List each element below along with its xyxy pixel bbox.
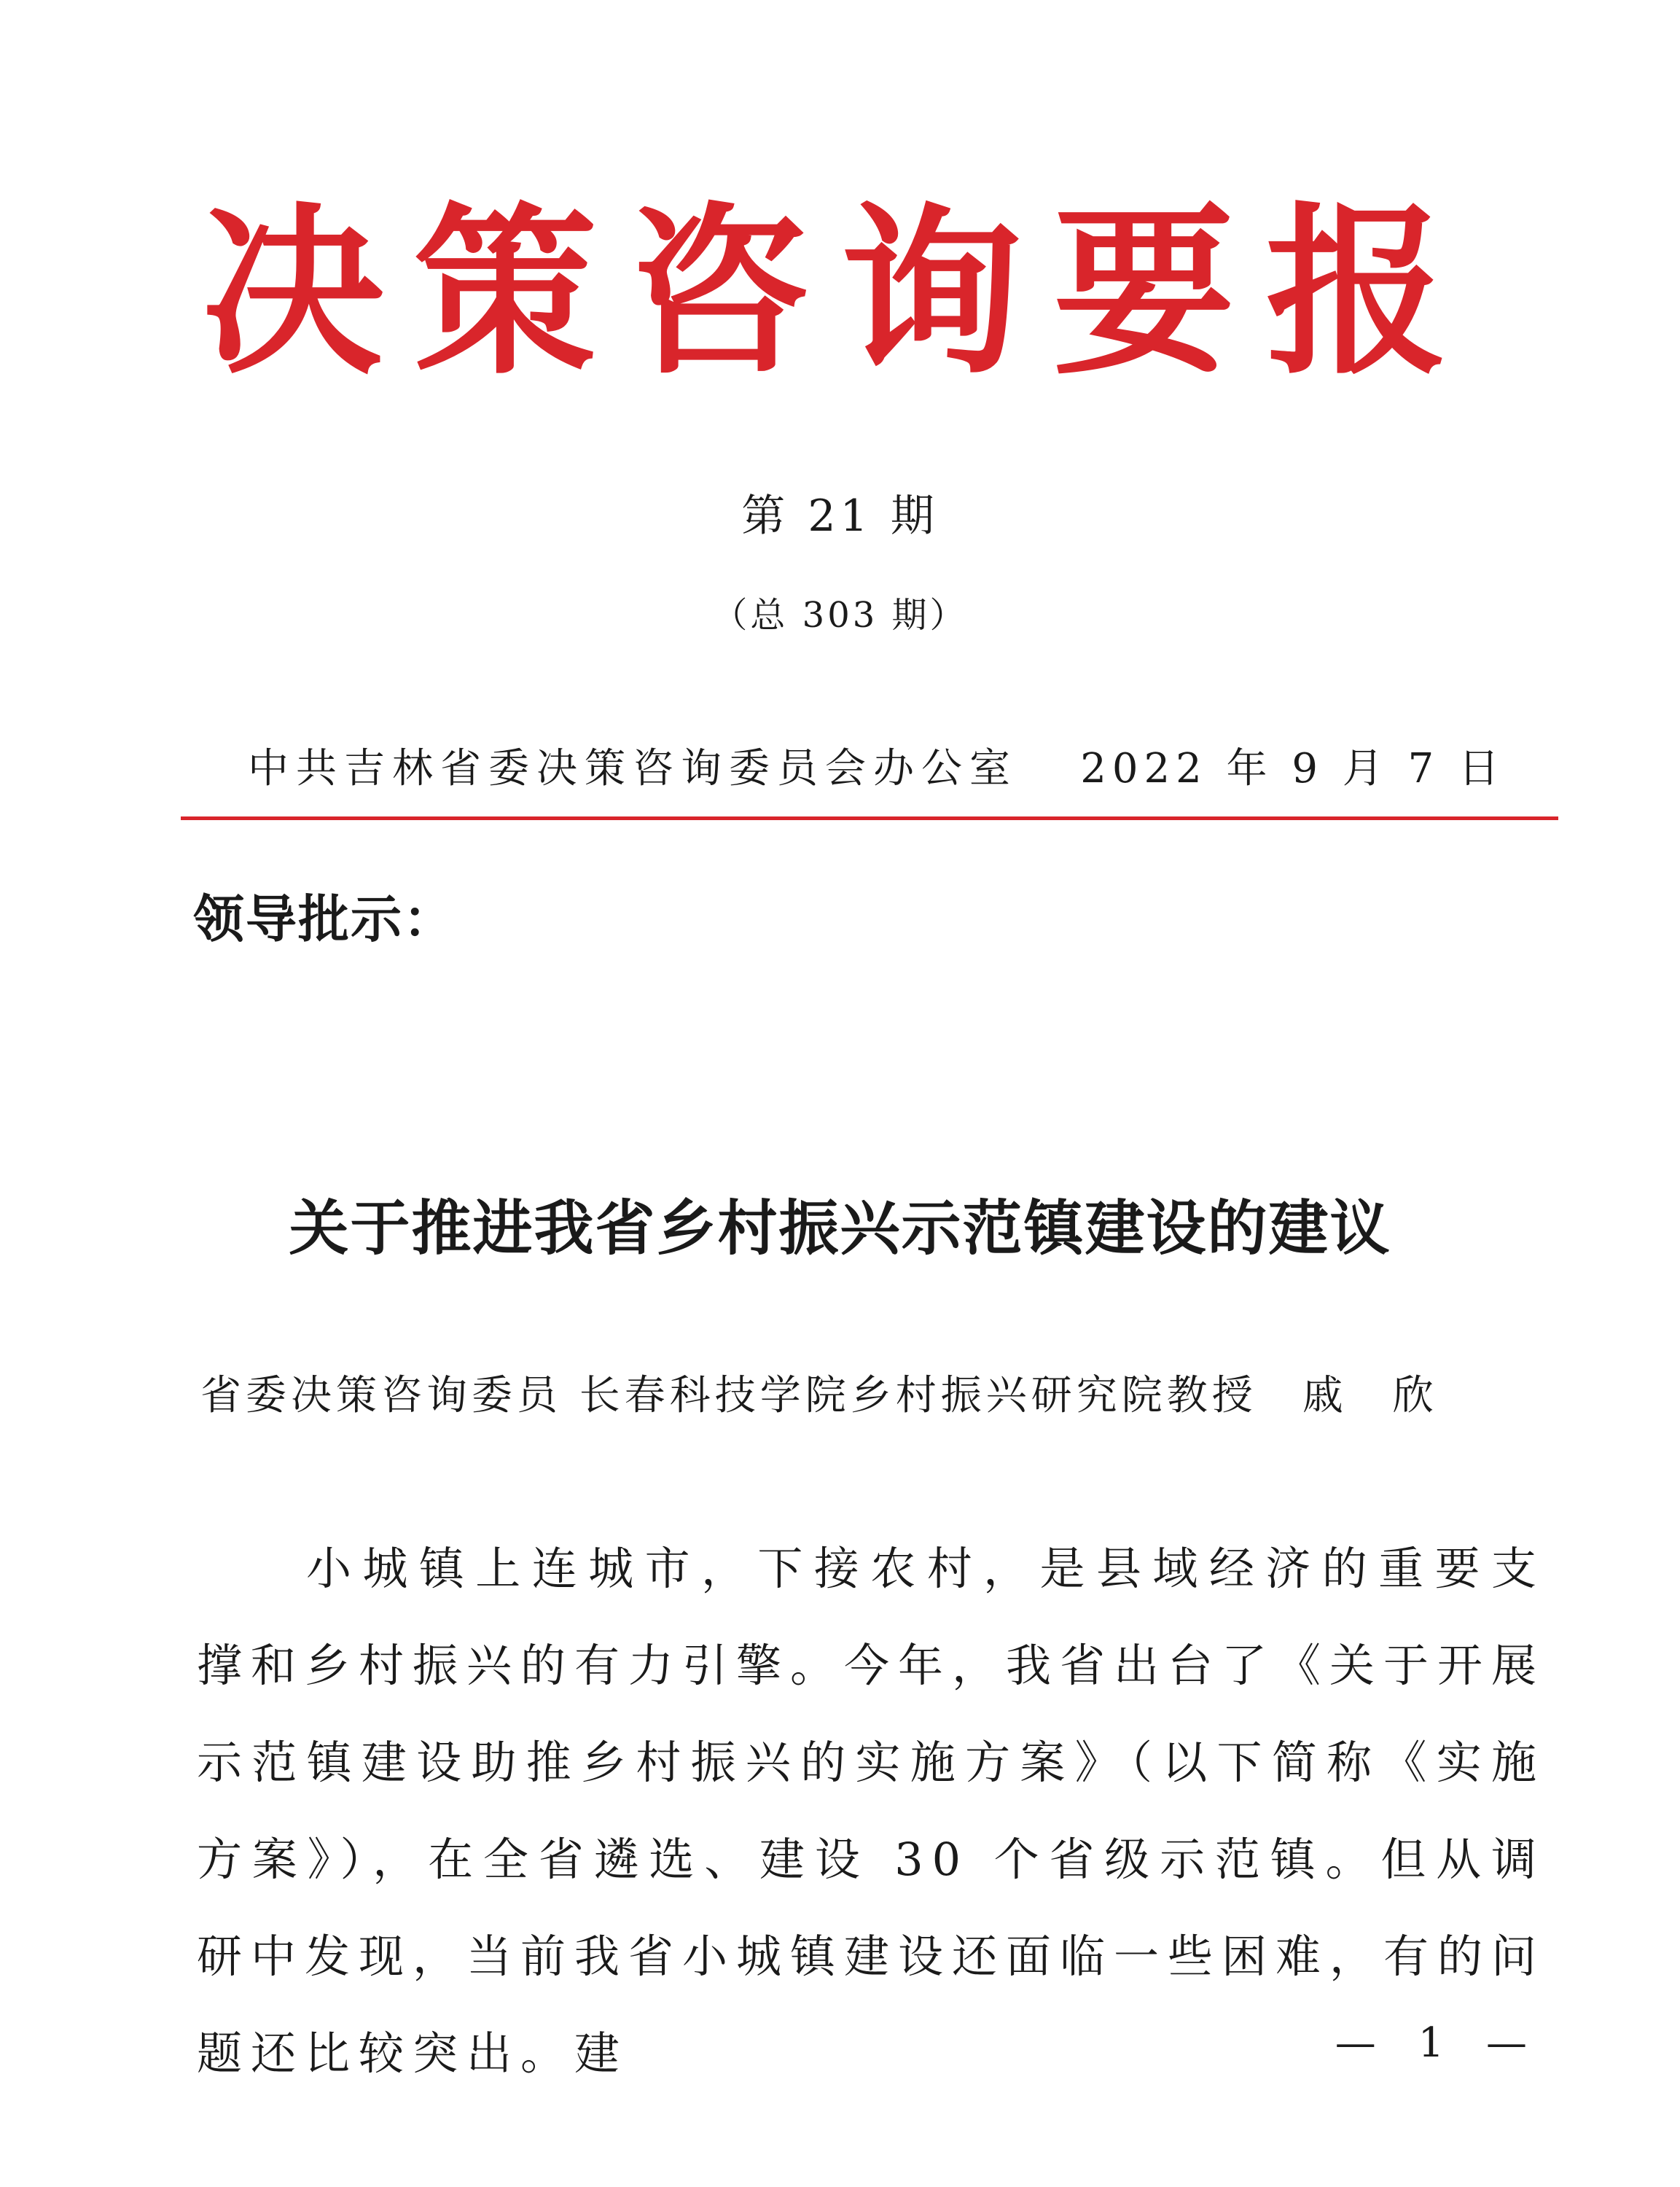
issuer-name: 中共吉林省委决策咨询委员会办公室: [248, 745, 1017, 792]
leader-instructions-label: 领导批示：: [193, 889, 456, 949]
red-divider: [181, 816, 1558, 820]
article-title: 关于推进我省乡村振兴示范镇建设的建议: [289, 1194, 1391, 1263]
issue-number: 第 21 期: [741, 491, 939, 542]
issue-date: 2022 年 9 月 7 日: [1080, 745, 1505, 792]
article-body: [197, 1520, 1545, 2102]
author-line: 省委决策咨询委员 长春科技学院乡村振兴研究院教授 戚 欣: [200, 1372, 1438, 1419]
issue-total: （总 303 期）: [712, 595, 968, 636]
page-number: — 1 —: [1335, 2019, 1542, 2067]
masthead-title: 决策咨询要报: [201, 184, 1479, 399]
body-paragraph: 小城镇上连城市，下接农村，是县域经济的重要支撑和乡村振兴的有力引擎。今年，我省出台了《关于开展示范镇建设助推乡村振兴的实施方案》（以下简称《实施方案》），在全省遴选、建设 30 个省级示范镇。但从调研中发现，当前我省小城镇建设还面临一些困难，有的问题还比较突出。建: [197, 1542, 1546, 2080]
